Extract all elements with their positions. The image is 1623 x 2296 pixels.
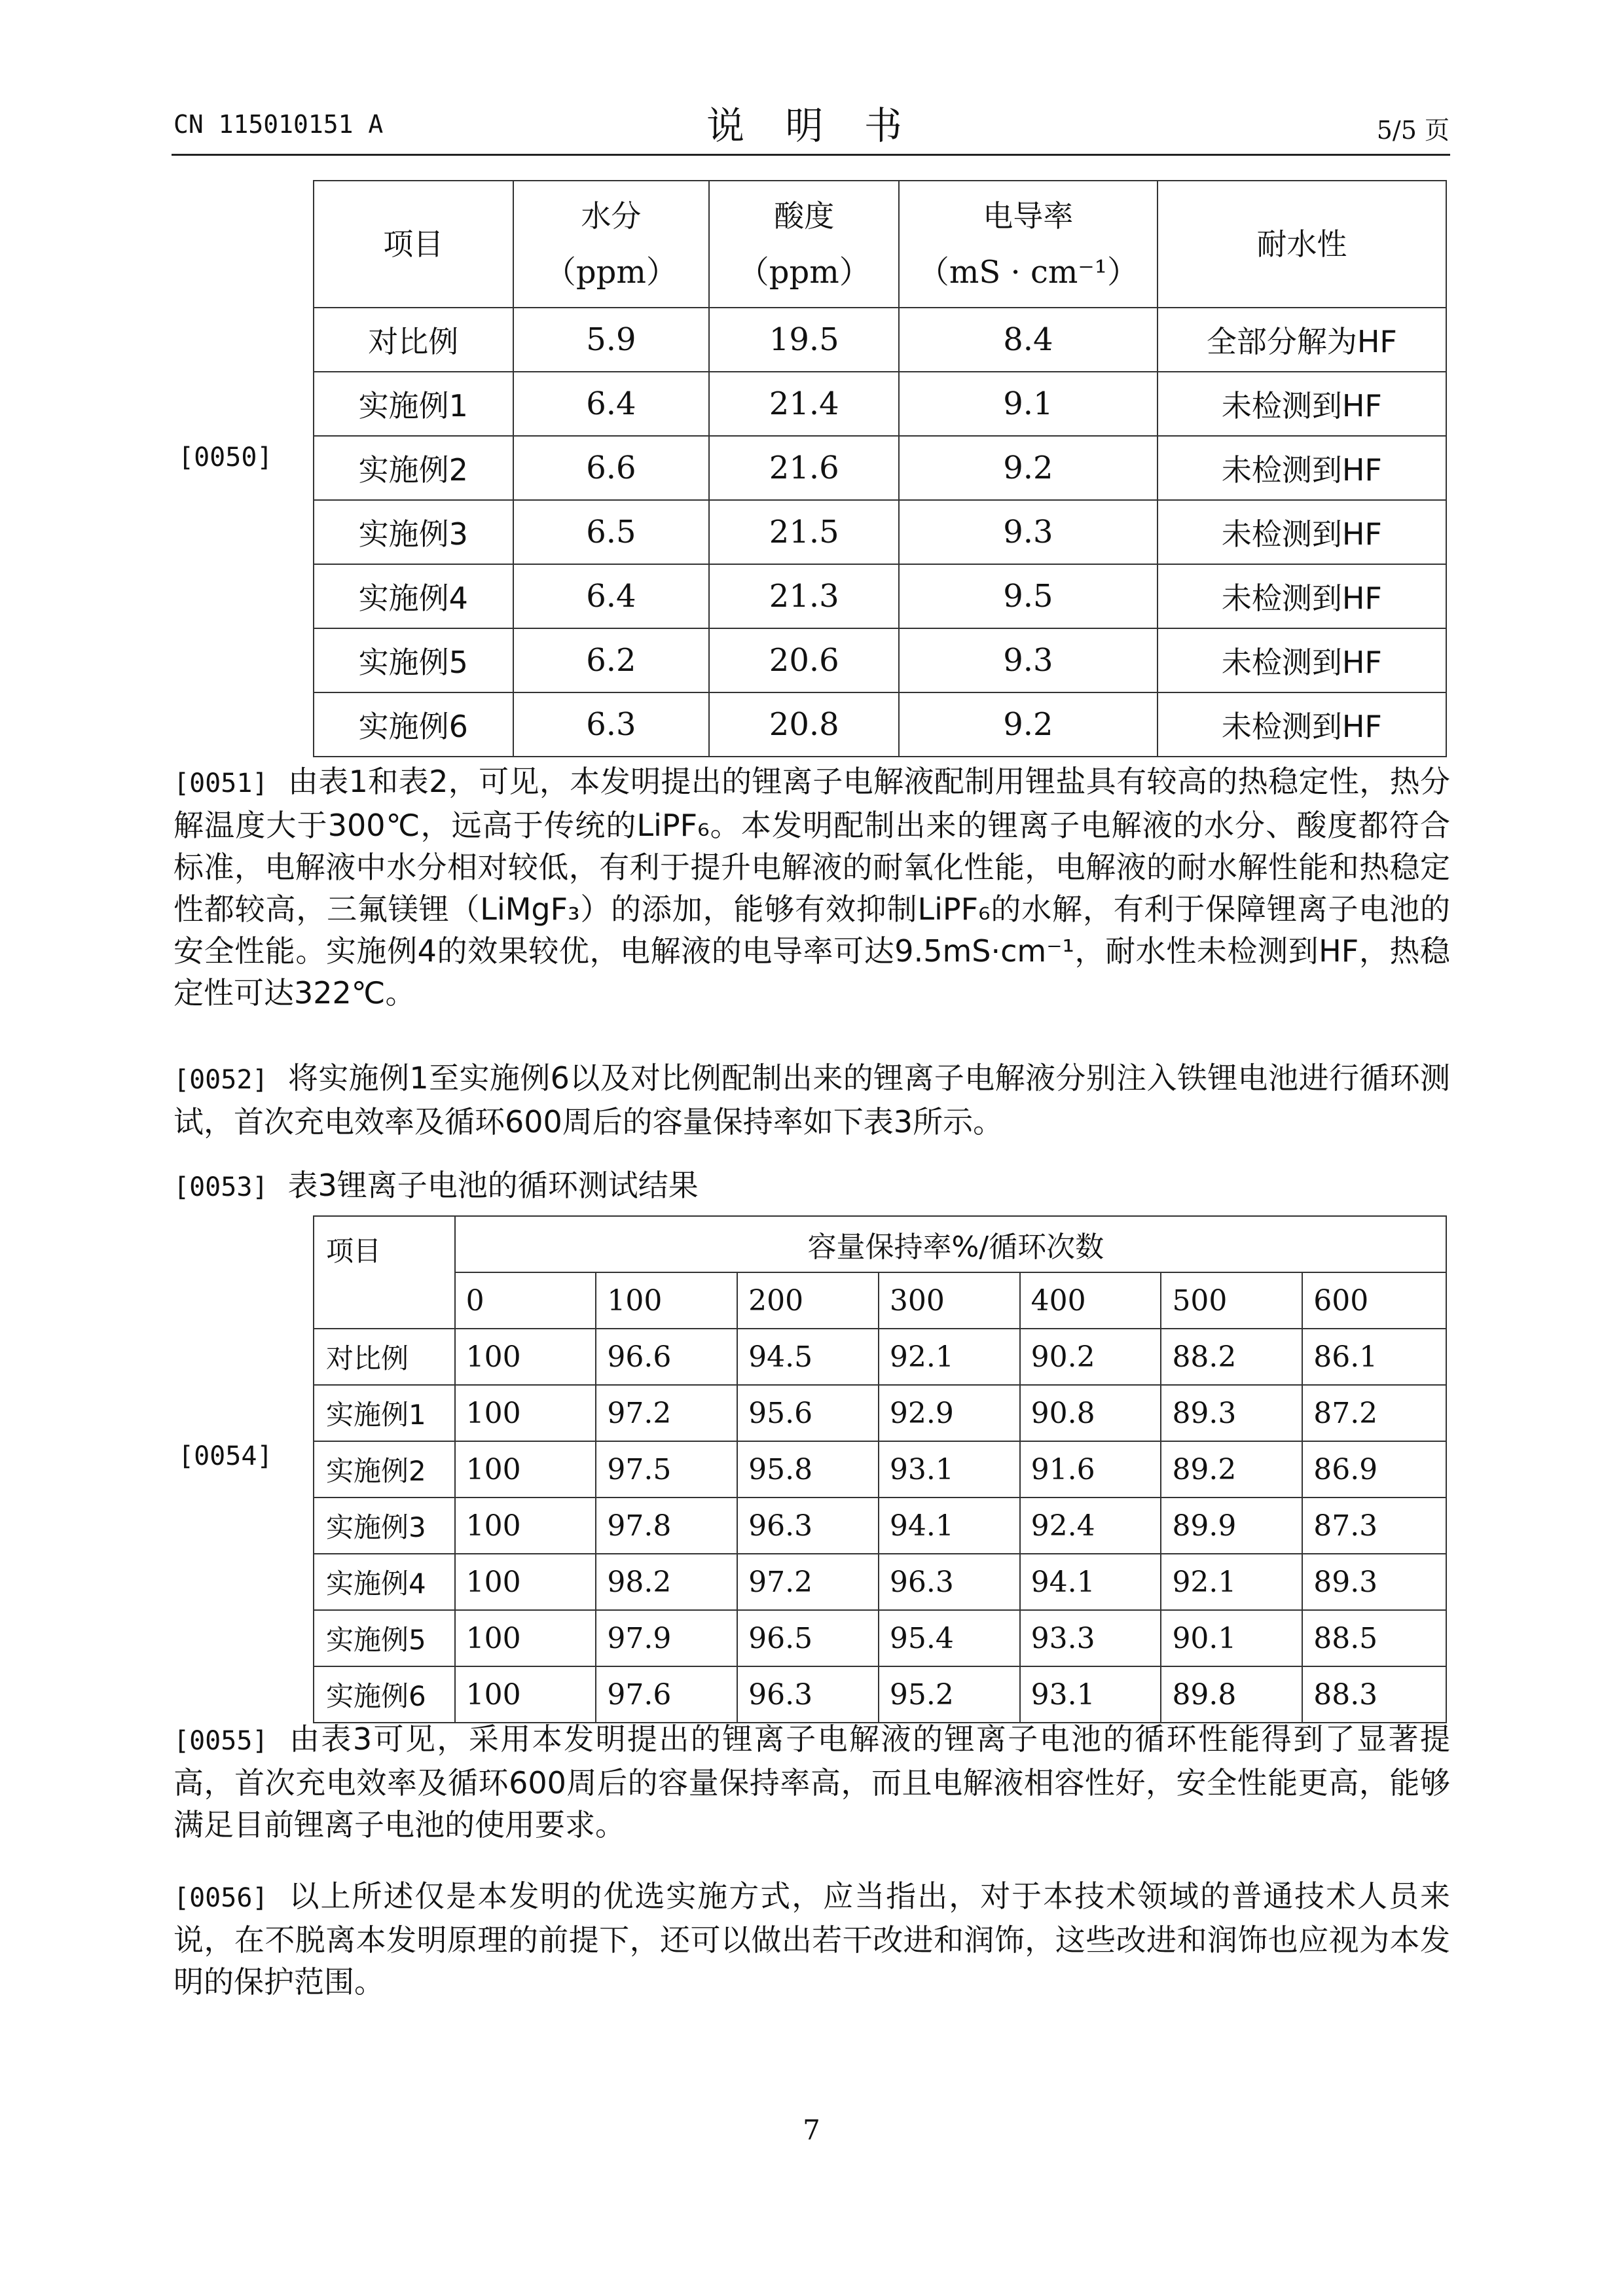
table-cell: 90.2 (1020, 1329, 1161, 1385)
table-cell: 95.2 (879, 1666, 1020, 1723)
table-cell: 89.8 (1161, 1666, 1302, 1723)
corner-cell: 项目 (314, 1216, 455, 1329)
paragraph-text: 由表1和表2，可见，本发明提出的锂离子电解液配制用锂盐具有较高的热稳定性，热分解温度大于300℃，远高于传统的LiPF₆。本发明配制出来的锂离子电解液的水分、酸度都符合标准，电解液中水分相对较低，有利于提升电解液的耐氧化性能，电解液的耐水解性能和热稳定性都较高，三氟镁锂（LiMgF₃）的添加，能够有效抑制LiPF₆的水解，有利于保障锂离子电池的安全性能。实施例4的效果较优，电解液的电导率可达9.5mS·cm⁻¹，耐水性未检测到HF，热稳定性可达322℃。 (173, 764, 1450, 1011)
row-label-cell: 实施例6 (314, 692, 513, 757)
row-label-cell: 实施例4 (314, 1554, 455, 1610)
table-cell: 92.4 (1020, 1498, 1161, 1554)
table-body (314, 1329, 1446, 1723)
table-row (314, 1441, 1446, 1498)
header-unit: （ppm） (544, 254, 678, 291)
table-row (314, 436, 1446, 500)
table-cell: 97.6 (596, 1666, 737, 1723)
cycle-header-cell: 400 (1020, 1272, 1161, 1329)
table-cell: 97.8 (596, 1498, 737, 1554)
table-cell: 92.1 (1161, 1554, 1302, 1610)
table-cell: 未检测到HF (1158, 372, 1446, 436)
table-cell: 100 (455, 1329, 596, 1385)
table-cell: 9.2 (899, 692, 1158, 757)
cycle-header-cell: 600 (1302, 1272, 1446, 1329)
table-row (314, 628, 1446, 692)
table-cell: 96.5 (737, 1610, 879, 1666)
header-unit: （mS · cm⁻¹） (917, 254, 1139, 291)
table-cell: 21.6 (709, 436, 899, 500)
table-cell: 6.6 (513, 436, 710, 500)
table-cell: 6.5 (513, 500, 710, 564)
row-label-cell: 实施例2 (314, 1441, 455, 1498)
table-cell: 89.3 (1302, 1554, 1446, 1610)
table-cell: 100 (455, 1666, 596, 1723)
cycle-header-cell: 100 (596, 1272, 737, 1329)
table-row (314, 692, 1446, 757)
table-cell: 92.9 (879, 1385, 1020, 1441)
table-cell: 100 (455, 1498, 596, 1554)
paragraph-marker: [0053] (173, 1172, 268, 1202)
table-cell: 96.3 (737, 1498, 879, 1554)
cycle-header-cell: 300 (879, 1272, 1020, 1329)
table-cell: 94.5 (737, 1329, 879, 1385)
table-cell: 6.4 (513, 564, 710, 628)
row-label-cell: 实施例3 (314, 1498, 455, 1554)
table-row (314, 1666, 1446, 1723)
patent-number: CN 115010151 A (173, 110, 384, 139)
row-label-cell: 实施例3 (314, 500, 513, 564)
page-indicator: 5/5 页 (1376, 116, 1450, 145)
table-cell: 100 (455, 1610, 596, 1666)
table-cell: 89.3 (1161, 1385, 1302, 1441)
table-cell: 9.5 (899, 564, 1158, 628)
table-cell: 97.2 (596, 1385, 737, 1441)
table-cell: 89.2 (1161, 1441, 1302, 1498)
header-line: 耐水性 (1256, 226, 1347, 262)
row-label-cell: 实施例5 (314, 628, 513, 692)
table-row (314, 1554, 1446, 1610)
table-cell: 87.2 (1302, 1385, 1446, 1441)
span-header-cell: 容量保持率%/循环次数 (455, 1216, 1446, 1272)
table-cell: 8.4 (899, 308, 1158, 372)
table-cell: 93.3 (1020, 1610, 1161, 1666)
table-cell: 20.8 (709, 692, 899, 757)
cycle-header-row (314, 1272, 1446, 1329)
table-cell: 98.2 (596, 1554, 737, 1610)
paragraph-0052 (173, 1057, 1450, 1143)
table-cell: 95.6 (737, 1385, 879, 1441)
table-cell: 87.3 (1302, 1498, 1446, 1554)
table-cell: 9.1 (899, 372, 1158, 436)
table-row (314, 564, 1446, 628)
table-cell: 88.5 (1302, 1610, 1446, 1666)
table-cell: 6.4 (513, 372, 710, 436)
table-cell: 未检测到HF (1158, 500, 1446, 564)
table-cell: 97.5 (596, 1441, 737, 1498)
table-row (314, 1329, 1446, 1385)
table-cell: 9.3 (899, 628, 1158, 692)
table-row (314, 372, 1446, 436)
paragraph-text: 由表3可见，采用本发明提出的锂离子电解液的锂离子电池的循环性能得到了显著提高，首次充电效率及循环600周后的容量保持率高，而且电解液相容性好，安全性能更高，能够满足目前锂离子电池的使用要求。 (173, 1721, 1450, 1842)
table-cell: 88.2 (1161, 1329, 1302, 1385)
table-cell: 未检测到HF (1158, 436, 1446, 500)
table-cell: 100 (455, 1385, 596, 1441)
table-cell: 94.1 (879, 1498, 1020, 1554)
table-row (314, 1385, 1446, 1441)
table-cell: 21.5 (709, 500, 899, 564)
table-cell: 93.1 (1020, 1666, 1161, 1723)
cycle-header-cell: 0 (455, 1272, 596, 1329)
row-label-cell: 实施例4 (314, 564, 513, 628)
table-cell: 92.1 (879, 1329, 1020, 1385)
row-label-cell: 实施例1 (314, 372, 513, 436)
table-cell: 91.6 (1020, 1441, 1161, 1498)
table-cell: 95.4 (879, 1610, 1020, 1666)
table-cell: 86.1 (1302, 1329, 1446, 1385)
table-cell: 93.1 (879, 1441, 1020, 1498)
table-cell: 未检测到HF (1158, 692, 1446, 757)
table-cell: 19.5 (709, 308, 899, 372)
caption-text: 表3锂离子电池的循环测试结果 (287, 1168, 699, 1203)
table-cell: 6.2 (513, 628, 710, 692)
table-cell: 21.3 (709, 564, 899, 628)
table-cell: 97.9 (596, 1610, 737, 1666)
row-label-cell: 对比例 (314, 1329, 455, 1385)
table-cell: 全部分解为HF (1158, 308, 1446, 372)
paragraph-marker: [0052] (173, 1065, 268, 1095)
paragraph-marker-0050: [0050] (178, 442, 273, 473)
table-cell: 100 (455, 1441, 596, 1498)
row-label-cell: 实施例6 (314, 1666, 455, 1723)
paragraph-text: 将实施例1至实施例6以及对比例配制出来的锂离子电解液分别注入铁锂电池进行循环测试，首次充电效率及循环600周后的容量保持率如下表3所示。 (173, 1060, 1450, 1139)
header-divider (172, 154, 1450, 156)
table-row (314, 1610, 1446, 1666)
table-cell: 88.3 (1302, 1666, 1446, 1723)
paragraph-marker: [0056] (173, 1883, 268, 1913)
paragraph-marker: [0055] (173, 1726, 268, 1756)
page-number: 7 (803, 2114, 820, 2146)
paragraph-0055 (173, 1718, 1450, 1846)
header-line: 电导率 (983, 198, 1074, 234)
table-cell: 20.6 (709, 628, 899, 692)
table-row (314, 308, 1446, 372)
table-cell: 5.9 (513, 308, 710, 372)
table-cell: 90.1 (1161, 1610, 1302, 1666)
row-label-cell: 实施例5 (314, 1610, 455, 1666)
table-row (314, 1498, 1446, 1554)
table-cell: 9.3 (899, 500, 1158, 564)
table-cell: 95.8 (737, 1441, 879, 1498)
table-cell: 86.9 (1302, 1441, 1446, 1498)
table-cell: 6.3 (513, 692, 710, 757)
paragraph-text: 以上所述仅是本发明的优选实施方式，应当指出，对于本技术领域的普通技术人员来说，在不脱离本发明原理的前提下，还可以做出若干改进和润饰，这些改进和润饰也应视为本发明的保护范围。 (173, 1878, 1450, 2000)
paragraph-marker: [0051] (173, 768, 268, 798)
table-cell: 89.9 (1161, 1498, 1302, 1554)
document-title: 说 明 书 (706, 103, 917, 148)
table-cell: 9.2 (899, 436, 1158, 500)
table-cell: 94.1 (1020, 1554, 1161, 1610)
table-body (314, 308, 1446, 757)
table-cell: 100 (455, 1554, 596, 1610)
table-row (314, 500, 1446, 564)
table-header-row (314, 1216, 1446, 1272)
header-unit: （ppm） (737, 254, 871, 291)
header-cell (314, 181, 513, 308)
header-cell (1158, 181, 1446, 308)
header-line: 水分 (581, 198, 642, 234)
table-cell: 96.6 (596, 1329, 737, 1385)
header-cell (899, 181, 1158, 308)
cycle-test-table (313, 1215, 1447, 1723)
table-cell: 21.4 (709, 372, 899, 436)
table-header-row (314, 181, 1446, 308)
row-label-cell: 实施例1 (314, 1385, 455, 1441)
cycle-header-cell: 200 (737, 1272, 879, 1329)
table-cell: 未检测到HF (1158, 628, 1446, 692)
paragraph-marker-0054: [0054] (178, 1441, 273, 1471)
cycle-header-cell: 500 (1161, 1272, 1302, 1329)
paragraph-0056 (173, 1875, 1450, 2003)
table-cell: 90.8 (1020, 1385, 1161, 1441)
electrolyte-properties-table (313, 180, 1447, 757)
header-cell (709, 181, 899, 308)
paragraph-0051 (173, 761, 1450, 1014)
row-label-cell: 实施例2 (314, 436, 513, 500)
header-line: 项目 (383, 226, 444, 262)
table-cell: 未检测到HF (1158, 564, 1446, 628)
header-cell (513, 181, 710, 308)
row-label-cell: 对比例 (314, 308, 513, 372)
header-line: 酸度 (774, 198, 835, 234)
table-cell: 97.2 (737, 1554, 879, 1610)
table3-caption (173, 1162, 699, 1205)
table-cell: 96.3 (879, 1554, 1020, 1610)
table-cell: 96.3 (737, 1666, 879, 1723)
